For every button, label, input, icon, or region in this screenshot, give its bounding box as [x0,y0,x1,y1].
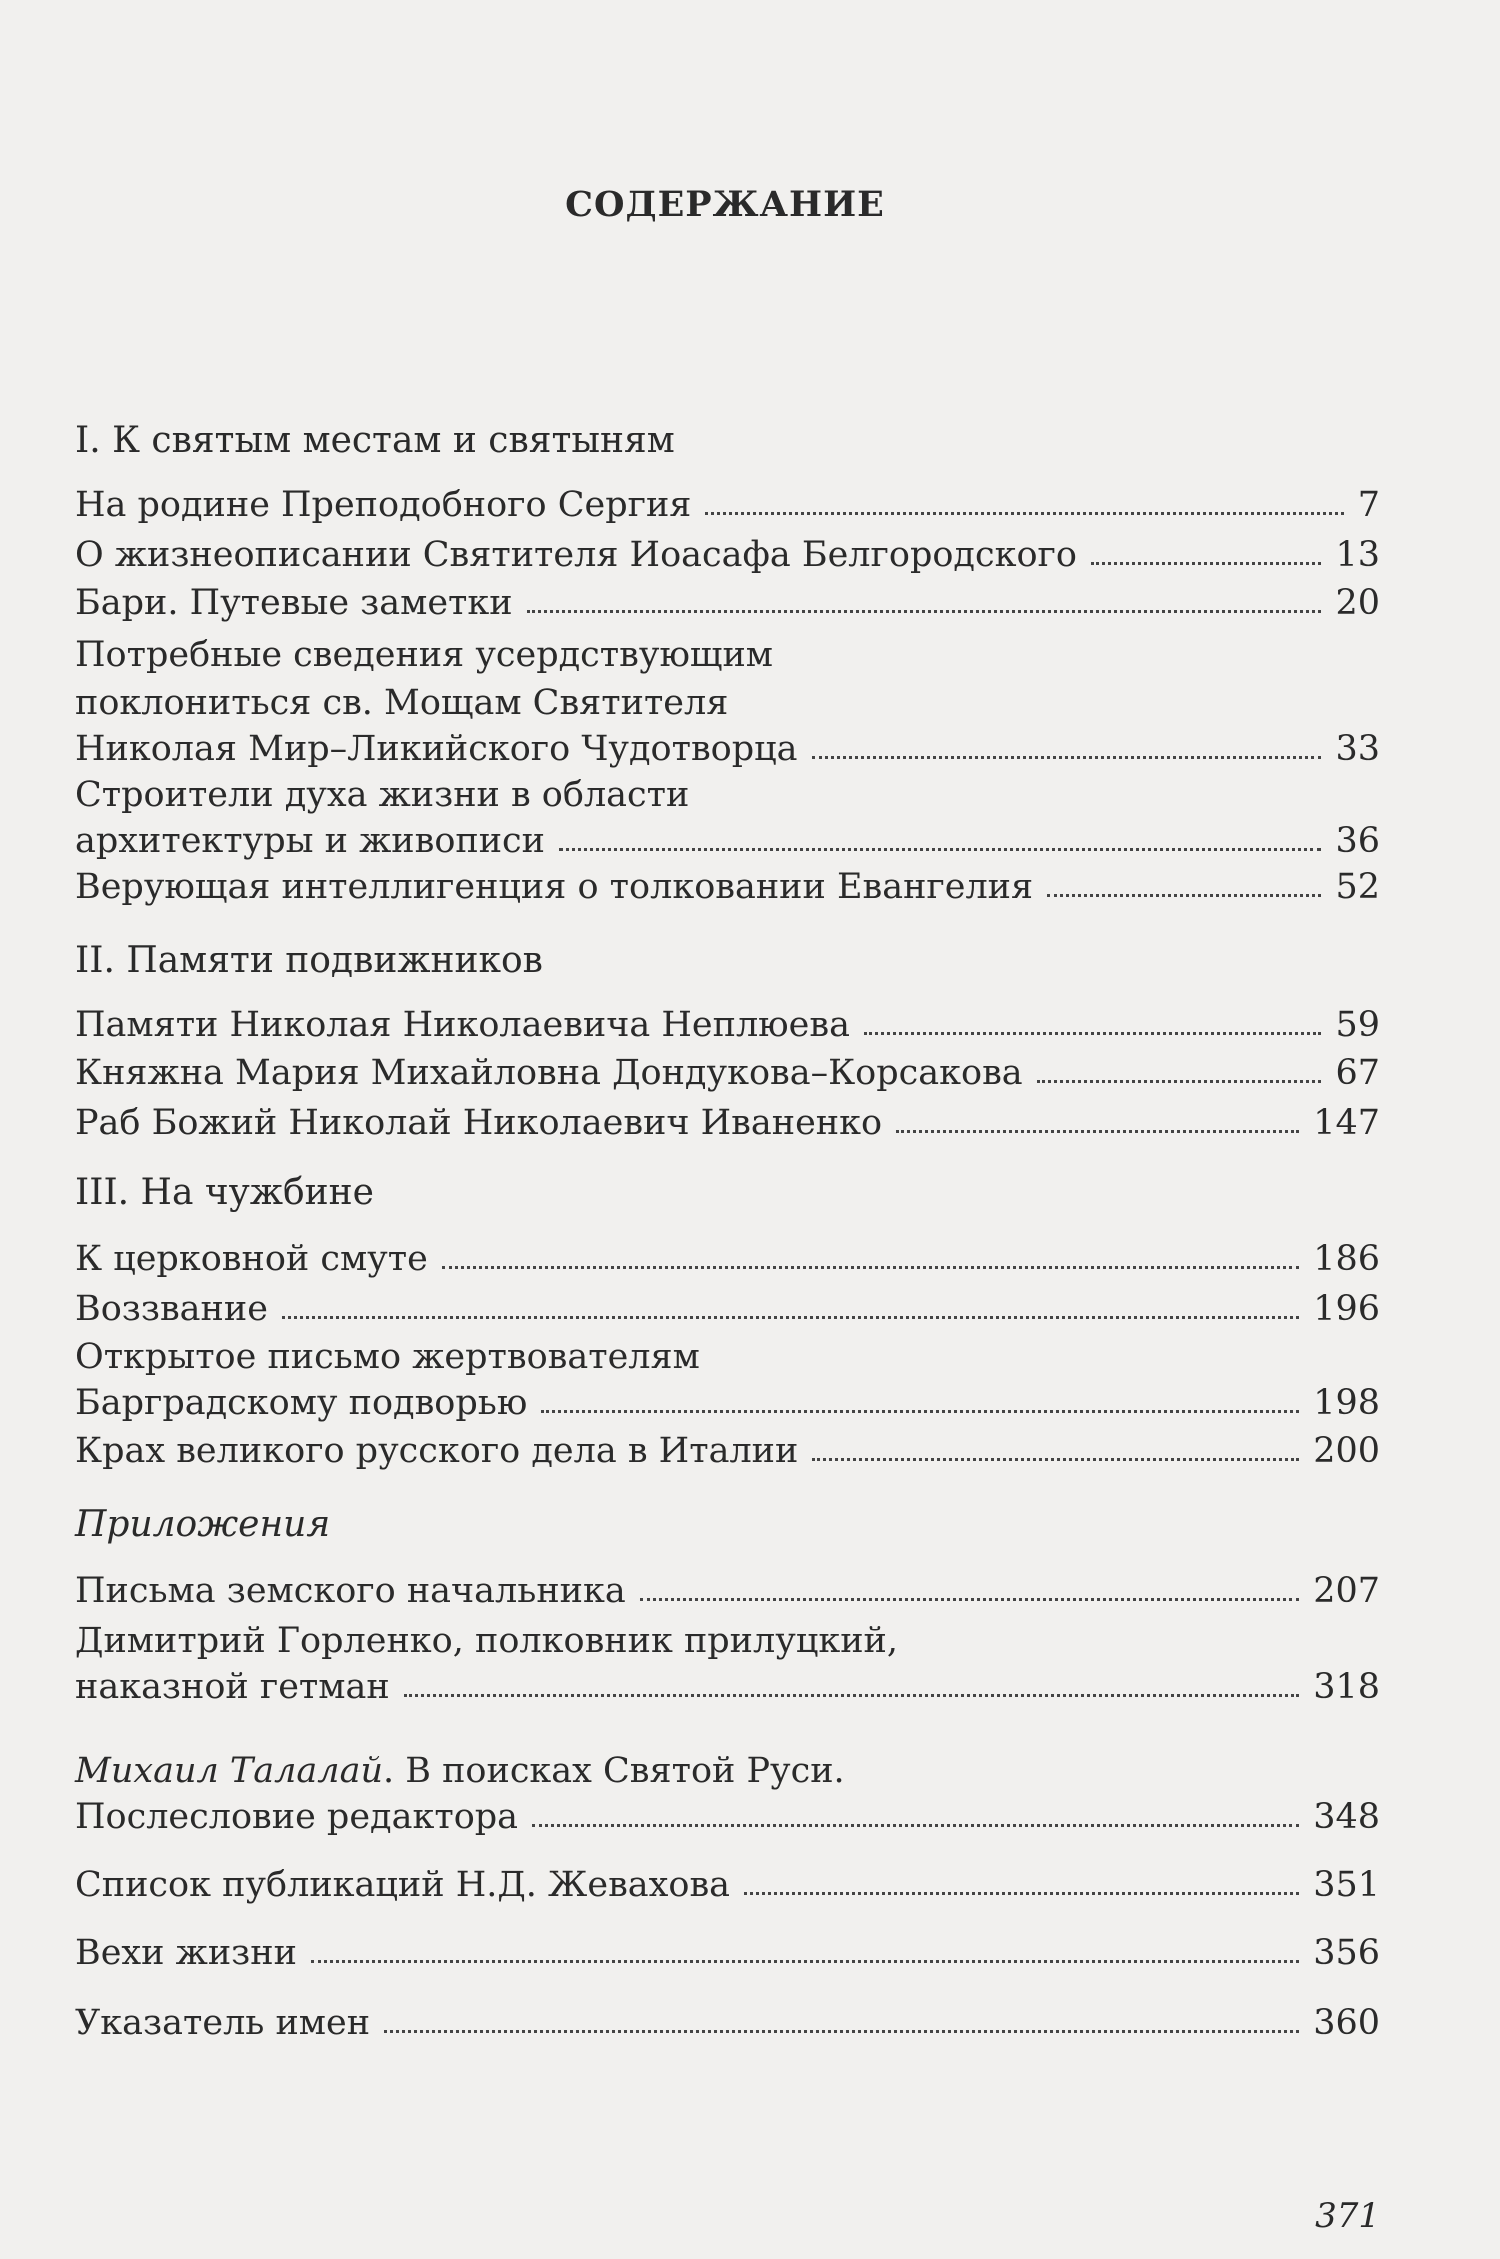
toc-entry: Раб Божий Николай Николаевич Иваненко 147 [75,1100,1380,1146]
page-number: 351 [1313,1865,1380,1905]
section-title: I. К святым местам и святыням [75,420,675,461]
toc-entry: Памяти Николая Николаевича Неплюева 59 [75,1002,1380,1048]
dot-leader [282,1316,1299,1319]
dot-leader [404,1694,1299,1697]
toc-entry: Список публикаций Н.Д. Жевахова 351 [75,1862,1380,1908]
dot-leader [864,1032,1321,1035]
section-title: II. Памяти подвижников [75,940,543,981]
toc-entry: Николая Мир–Ликийского Чудотворца 33 [75,726,1380,772]
toc-entry: Послесловие редактора 348 [75,1794,1380,1840]
toc-entry: К церковной смуте 186 [75,1236,1380,1282]
toc-entry: Верующая интеллигенция о толковании Евангелия 52 [75,864,1380,910]
dot-leader [640,1598,1299,1601]
dot-leader [896,1130,1299,1133]
dot-leader [532,1824,1299,1827]
toc-entry-line: Потребные сведения усердствующим [75,635,774,675]
page-number: 67 [1335,1053,1380,1093]
page-number: 348 [1313,1797,1380,1837]
toc-entry: Барградскому подворью 198 [75,1380,1380,1426]
dot-leader [812,1458,1299,1461]
page-number: 59 [1335,1005,1380,1045]
page-number: 20 [1335,583,1380,623]
afterword-author: Михаил Талалай [75,1751,383,1791]
toc-entry: Бари. Путевые заметки 20 [75,580,1380,626]
page-folio: 371 [1315,2196,1380,2236]
page-number: 36 [1335,821,1380,861]
toc-entry-line: Открытое письмо жертвователям [75,1337,700,1377]
dot-leader [311,1960,1299,1963]
page-number: 200 [1313,1431,1380,1471]
toc-entry-line: поклониться св. Мощам Святителя [75,683,729,723]
page-number: 52 [1335,867,1380,907]
toc-entry: На родине Преподобного Сергия 7 [75,482,1380,528]
toc-entry: Княжна Мария Михайловна Дондукова–Корсакова 67 [75,1050,1380,1096]
afterword-line: Михаил Талалай. В поисках Святой Руси. [75,1751,845,1791]
toc-entry: наказной гетман 318 [75,1664,1380,1710]
dot-leader [1047,894,1321,897]
dot-leader [527,610,1321,613]
page-number: 147 [1313,1103,1380,1143]
page-number: 7 [1357,485,1380,525]
toc-entry: Указатель имен 360 [75,2000,1380,2046]
page-number: 13 [1335,535,1380,575]
page-number: 360 [1313,2003,1380,2043]
dot-leader [541,1410,1299,1413]
page-number: 196 [1313,1289,1380,1329]
page-number: 186 [1313,1239,1380,1279]
dot-leader [1037,1080,1321,1083]
dot-leader [559,848,1321,851]
page-number: 356 [1313,1933,1380,1973]
toc-entry-line: Строители духа жизни в области [75,775,690,815]
toc-entry: Крах великого русского дела в Италии 200 [75,1428,1380,1474]
dot-leader [744,1892,1299,1895]
toc-entry: О жизнеописании Святителя Иоасафа Белгородского 13 [75,532,1380,578]
page-number: 198 [1313,1383,1380,1423]
page-number: 318 [1313,1667,1380,1707]
toc-entry-line: Димитрий Горленко, полковник прилуцкий, [75,1621,898,1661]
page-number: 33 [1335,729,1380,769]
toc-entry: Письма земского начальника 207 [75,1568,1380,1614]
section-title: III. На чужбине [75,1172,374,1213]
toc-entry: архитектуры и живописи 36 [75,818,1380,864]
page-number: 207 [1313,1571,1380,1611]
toc-entry: Вехи жизни 356 [75,1930,1380,1976]
appendix-title: Приложения [75,1504,331,1545]
dot-leader [812,756,1321,759]
dot-leader [1091,562,1321,565]
dot-leader [384,2030,1299,2033]
toc-title: СОДЕРЖАНИЕ [565,184,885,225]
dot-leader [442,1266,1299,1269]
toc-entry: Воззвание 196 [75,1286,1380,1332]
dot-leader [705,512,1344,515]
